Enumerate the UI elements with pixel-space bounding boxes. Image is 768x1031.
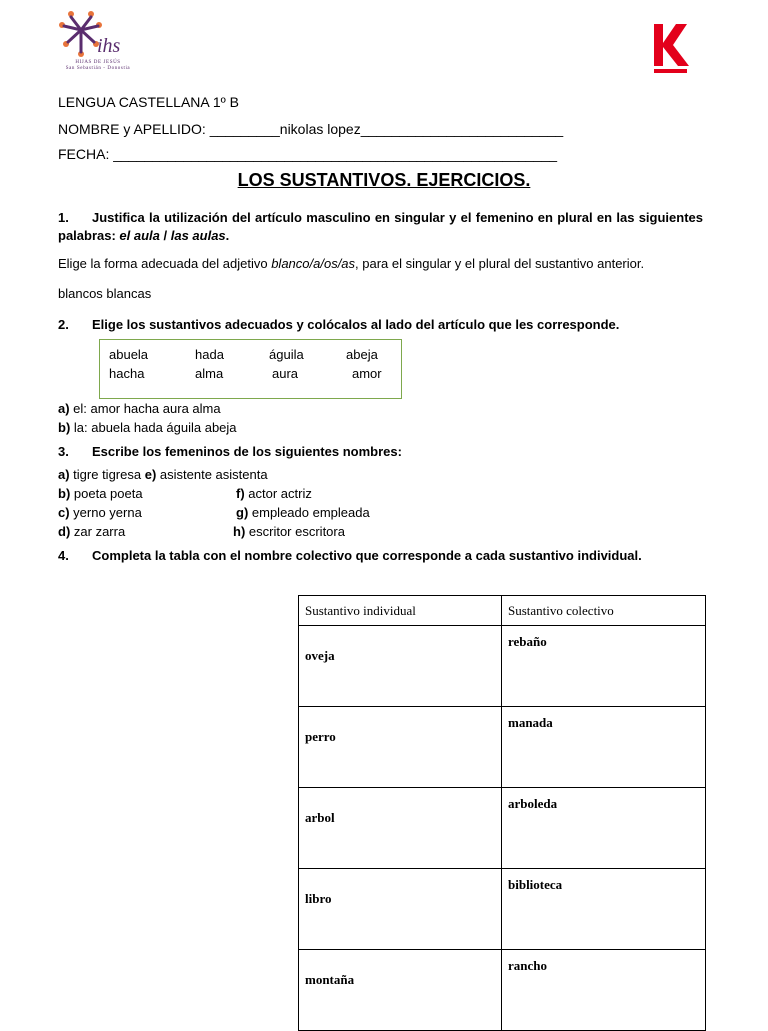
- table-row: [299, 626, 706, 707]
- table-cell-individual: arbol: [299, 788, 502, 869]
- word-item: amor: [352, 366, 382, 381]
- word-item: alma: [195, 366, 224, 381]
- word-item: hacha: [109, 366, 145, 381]
- question-1-answer: blancos blancas: [58, 286, 152, 301]
- table-cell-individual: montaña: [299, 950, 502, 1031]
- course-line: LENGUA CASTELLANA 1º B: [58, 94, 239, 110]
- table-header-cell: Sustantivo colectivo: [502, 596, 706, 626]
- school-logo-caption: HIJAS DE JESÚS San Sebastián - Donostia: [65, 60, 131, 71]
- question-2: 2. Elige los sustantivos adecuados y colócalos al lado del artículo que les corresponde.: [58, 317, 620, 332]
- table-header-cell: Sustantivo individual: [299, 596, 502, 626]
- word-item: águila: [269, 347, 304, 362]
- question-3: 3. Escribe los femeninos de los siguientes nombres:: [58, 444, 402, 459]
- table-header-row: [299, 596, 706, 626]
- table-cell-collective: manada: [502, 707, 706, 788]
- question-1-instruction: Elige la forma adecuada del adjetivo blanco/a/os/as, para el singular y el plural del sustantivo anterior.: [58, 256, 645, 271]
- page-title: LOS SUSTANTIVOS. EJERCICIOS.: [237, 170, 531, 190]
- question-3-item: a) tigre tigresa e) asistente asistenta: [58, 467, 268, 482]
- table-cell-individual: oveja: [299, 626, 502, 707]
- svg-text:ihs: ihs: [97, 35, 121, 57]
- table-cell-individual: perro: [299, 707, 502, 788]
- question-2-answer-a: a) el: amor hacha aura alma: [58, 401, 221, 416]
- table-cell-individual: libro: [299, 869, 502, 950]
- question-3-item: h) escritor escritora: [233, 524, 345, 539]
- question-3-item: f) actor actriz: [236, 486, 312, 501]
- table-row: [299, 869, 706, 950]
- table-row: [299, 707, 706, 788]
- question-2-answer-b: b) la: abuela hada águila abeja: [58, 420, 237, 435]
- question-3-item: d) zar zarra: [58, 524, 126, 539]
- word-item: abeja: [346, 347, 378, 362]
- name-line: NOMBRE y APELLIDO: _________nikolas lopez__________________________: [58, 121, 564, 137]
- question-3-item: c) yerno yerna: [58, 505, 142, 520]
- word-item: hada: [195, 347, 224, 362]
- question-1: 1. Justifica la utilización del artículo masculino en singular y el femenino en plural en las siguientes palabras: el aula / las aulas.: [58, 210, 703, 243]
- question-3-item: b) poeta poeta: [58, 486, 143, 501]
- date-line: FECHA: _________________________________________________________: [58, 146, 558, 162]
- word-item: aura: [272, 366, 299, 381]
- question-3-item: g) empleado empleada: [236, 505, 370, 520]
- table-cell-collective: biblioteca: [502, 869, 706, 950]
- table-cell-collective: rancho: [502, 950, 706, 1031]
- table-cell-collective: rebaño: [502, 626, 706, 707]
- table-row: [299, 788, 706, 869]
- word-box: [99, 339, 402, 399]
- table-cell-collective: arboleda: [502, 788, 706, 869]
- collective-noun-table: [298, 595, 706, 1031]
- k-brand-logo-icon: [636, 14, 706, 80]
- table-row: [299, 950, 706, 1031]
- question-4: 4. Completa la tabla con el nombre colectivo que corresponde a cada sustantivo individual.: [58, 548, 642, 563]
- word-item: abuela: [109, 347, 149, 362]
